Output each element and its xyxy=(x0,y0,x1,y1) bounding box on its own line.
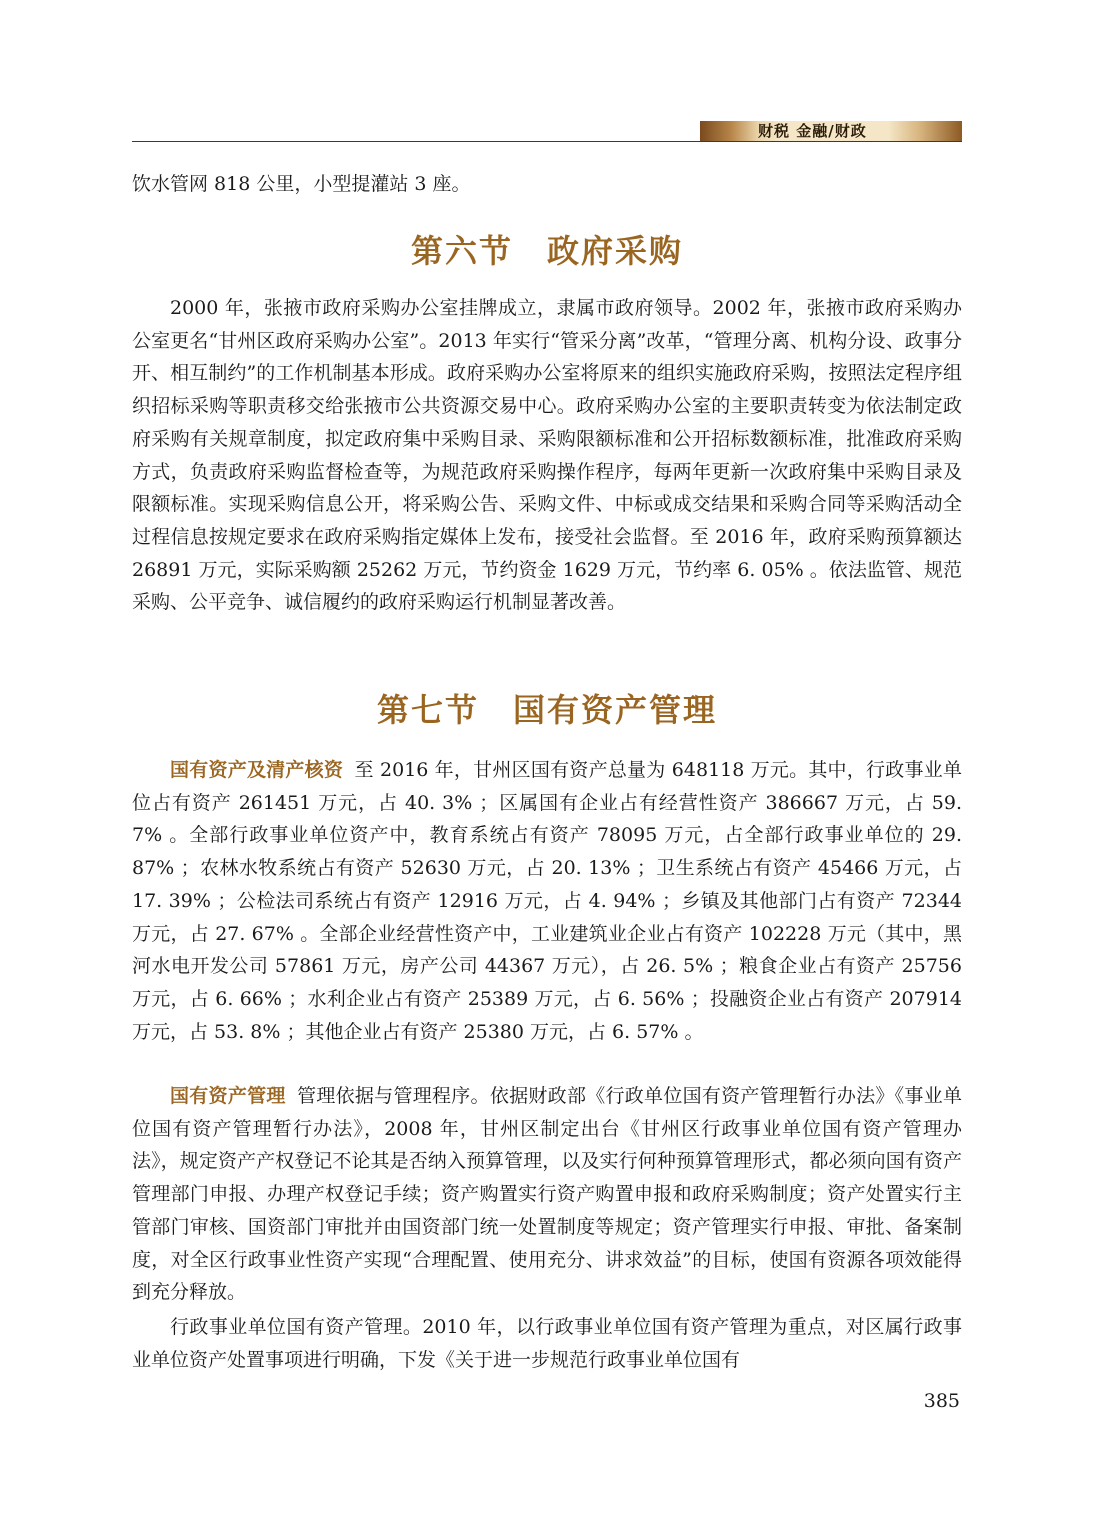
section-6-paragraph: 2000 年，张掖市政府采购办公室挂牌成立，隶属市政府领导。2002 年，张掖市政府采购办公室更名“甘州区政府采购办公室”。2013 年实行“管采分离”改革，“管理分离、机构分设、政事分开、相互制约”的工作机制基本形成。政府采购办公室将原来的组织实施政府采购，按照法定程序组织招标采购等职责移交给张掖市公共资源交易中心。政府采购办公室的主要职责转变为依法制定政府采购有关规章制度，拟定政府集中采购目录、采购限额标准和公开招标数额标准，批准政府采购方式，负责政府采购监督检查等，为规范政府采购操作程序，每两年更新一次政府集中采购目录及限额标准。实现采购信息公开，将采购公告、采购文件、中标或成交结果和采购合同等采购活动全过程信息按规定要求在政府采购指定媒体上发布，接受社会监督。至 2016 年，政府采购预算额达 26891 万元，实际采购额 25262 万元，节约资金 1629 万元，节约率 6. 05% 。依法监管、规范采购、公平竞争、诚信履约的政府采购运行机制显著改善。 xyxy=(132,297,962,614)
section-6-title: 第六节 政府采购 xyxy=(410,232,683,270)
section-7-paragraph-3: 行政事业单位国有资产管理。2010 年，以行政事业单位国有资产管理为重点，对区属行政事业单位资产处置事项进行明确，下发《关于进一步规范行政事业单位国有 xyxy=(132,1316,962,1371)
section-7-paragraph-1 xyxy=(132,754,962,1048)
subheading-asset-management: 国有资产管理 xyxy=(170,1085,286,1107)
page-number: 385 xyxy=(923,1390,960,1412)
section-7-paragraph-2-body: 管理依据与管理程序。依据财政部《行政单位国有资产管理暂行办法》《事业单位国有资产管理暂行办法》，2008 年，甘州区制定出台《甘州区行政事业单位国有资产管理办法》，规定资产产权登记不论其是否纳入预算管理，以及实行何种预算管理形式，都必须向国有资产管理部门申报、办理产权登记手续；资产购置实行资产购置申报和政府采购制度；资产处置实行主管部门审核、国资部门审批并由国资部门统一处置制度等规定；资产管理实行申报、审批、备案制度，对全区行政事业性资产实现“合理配置、使用充分、讲求效益”的目标，使国有资源各项效能得到充分释放。 xyxy=(132,1085,962,1304)
section-7-paragraph-1-body: 至 2016 年，甘州区国有资产总量为 648118 万元。其中，行政事业单位占有资产 261451 万元，占 40. 3% ；区属国有企业占有经营性资产 386667 万元，占 59. 7% 。全部行政事业单位资产中，教育系统占有资产 78095 万元，占全部行政事业单位的 29. 87% ；农林水牧系统占有资产 52630 万元，占 20. 13% ；卫生系统占有资产 45466 万元，占 17. 39% ；公检法司系统占有资产 12916 万元，占 4. 94% ；乡镇及其他部门占有资产 72344 万元，占 27. 67% 。全部企业经营性资产中，工业建筑业企业占有资产 102228 万元（其中，黑河水电开发公司 57861 万元，房产公司 44367 万元），占 26. 5% ；粮食企业占有资产 25756 万元，占 6. 66% ；水利企业占有资产 25389 万元，占 6. 56% ；投融资企业占有资产 207914 万元，占 53. 8% ；其他企业占有资产 25380 万元，占 6. 57% 。 xyxy=(132,759,962,1043)
intro-line: 饮水管网 818 公里，小型提灌站 3 座。 xyxy=(132,173,471,195)
running-header: 财税 金融/财政 xyxy=(758,122,867,140)
section-7-paragraph-2 xyxy=(132,1080,962,1309)
subheading-asset-inventory: 国有资产及清产核资 xyxy=(170,759,344,781)
header-rule xyxy=(132,141,962,142)
section-7-title: 第七节 国有资产管理 xyxy=(376,691,717,729)
